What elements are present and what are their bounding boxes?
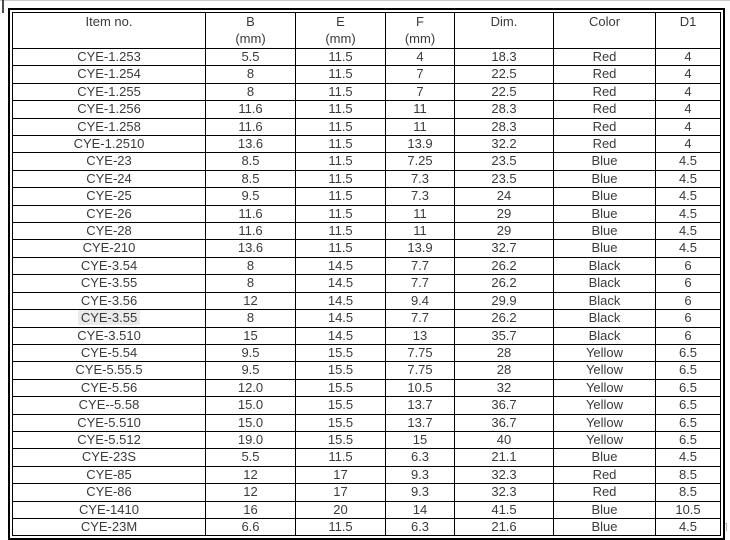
table-cell: 28.3 [455,118,554,135]
table-cell: 11.5 [296,518,386,535]
column-label: Dim. [490,14,518,29]
table-cell: 15.5 [296,344,386,361]
table-cell: 15.0 [206,397,296,414]
table-cell: CYE-5.510 [13,414,206,431]
table-row [13,49,721,66]
table-cell: 6.5 [656,362,721,379]
table-cell: 12 [206,292,296,309]
table-cell: 32.7 [455,240,554,257]
column-label: D1 [679,14,697,29]
table-cell: Red [554,466,656,483]
table-row [13,205,721,222]
table-cell: 6 [656,310,721,327]
table-cell: CYE-1.254 [13,66,206,83]
table-row [13,484,721,501]
table-cell: 14.5 [296,275,386,292]
table-cell: 11.5 [296,449,386,466]
table-cell: 11.6 [206,223,296,240]
table-cell: Blue [554,205,656,222]
table-row [13,257,721,274]
table-row [13,153,721,170]
column-header-e [296,13,386,49]
table-cell: 12 [206,484,296,501]
table-cell: 6 [656,292,721,309]
column-header-item-no [13,13,206,49]
table-cell: 4.5 [656,170,721,187]
table-row [13,414,721,431]
table-cell: 11.5 [296,83,386,100]
table-cell: CYE-1.256 [13,101,206,118]
table-cell: 22.5 [455,83,554,100]
column-header-d1 [656,13,721,49]
table-cell [13,310,206,327]
table-cell: CYE-3.56 [13,292,206,309]
table-cell: 11.6 [206,205,296,222]
table-cell: 7.75 [386,344,455,361]
table-cell: 4.5 [656,240,721,257]
table-cell: 4 [656,101,721,118]
table-cell: 4 [386,49,455,66]
table-body [13,49,721,536]
table-cell: Red [554,49,656,66]
table-cell: 29 [455,205,554,222]
column-sublabel: (mm) [325,31,356,46]
table-cell: CYE-23S [13,449,206,466]
table-cell: 7.7 [386,257,455,274]
table-cell: CYE-1410 [13,501,206,518]
table-cell: 11.5 [296,136,386,153]
table-cell: 4.5 [656,518,721,535]
table-header [13,13,721,49]
table-row [13,518,721,535]
table-cell: CYE-3.54 [13,257,206,274]
table-row [13,397,721,414]
table-cell: CYE-3.510 [13,327,206,344]
table-cell: Yellow [554,344,656,361]
table-cell: 36.7 [455,414,554,431]
table-row [13,449,721,466]
table-cell: 13.7 [386,414,455,431]
table-row [13,362,721,379]
table-cell: 11.5 [296,153,386,170]
table-cell: 15 [206,327,296,344]
column-header-dim [455,13,554,49]
table-cell: Red [554,136,656,153]
table-cell: 8 [206,257,296,274]
table-cell: 10.5 [386,379,455,396]
table-cell: Red [554,118,656,135]
table-cell: Blue [554,449,656,466]
table-cell: 10.5 [656,501,721,518]
table-cell: 11.5 [296,49,386,66]
table-cell: 11.6 [206,101,296,118]
table-cell: 11 [386,118,455,135]
table-row [13,310,721,327]
table-cell: 16 [206,501,296,518]
table-cell: 13 [386,327,455,344]
table-cell: 23.5 [455,170,554,187]
column-header-color [554,13,656,49]
table-cell: 6.3 [386,518,455,535]
table-cell: 14.5 [296,257,386,274]
table-cell: 8 [206,83,296,100]
table-cell: CYE-5.512 [13,431,206,448]
table-cell: 7.3 [386,188,455,205]
table-cell: 15.5 [296,397,386,414]
table-cell: 32.2 [455,136,554,153]
table-cell: 6.6 [206,518,296,535]
table-cell: 4 [656,118,721,135]
table-cell: 35.7 [455,327,554,344]
table-cell: CYE-86 [13,484,206,501]
table-cell: Red [554,66,656,83]
table-cell: Yellow [554,397,656,414]
table-cell: Blue [554,170,656,187]
table-cell: 4.5 [656,153,721,170]
table-cell: 11.5 [296,240,386,257]
table-cell: CYE-23 [13,153,206,170]
table-cell: 4 [656,136,721,153]
table-cell: 6.5 [656,344,721,361]
table-cell: 14.5 [296,292,386,309]
table-cell: 15 [386,431,455,448]
table-row [13,170,721,187]
column-label: E [336,14,345,29]
table-cell: 41.5 [455,501,554,518]
table-cell: 11 [386,223,455,240]
table-cell: CYE-1.258 [13,118,206,135]
table-cell: 24 [455,188,554,205]
table-row [13,66,721,83]
table-cell: 8 [206,66,296,83]
table-cell: 6.5 [656,431,721,448]
table-cell: 32 [455,379,554,396]
table-cell: 13.9 [386,136,455,153]
table-row [13,118,721,135]
table-cell: 8 [206,275,296,292]
table-cell: 40 [455,431,554,448]
table-row [13,136,721,153]
table-cell: Blue [554,518,656,535]
table-cell: Yellow [554,431,656,448]
table-cell: 7.7 [386,310,455,327]
table-cell: 28 [455,344,554,361]
table-cell: Black [554,275,656,292]
table-cell: 6.5 [656,414,721,431]
table-cell: 7.7 [386,275,455,292]
table-cell: CYE--5.58 [13,397,206,414]
column-sublabel [455,31,553,47]
table-row [13,431,721,448]
table-row [13,327,721,344]
table-cell: 11.6 [206,118,296,135]
table-cell: 4 [656,49,721,66]
column-sublabel: (mm) [404,31,436,46]
table-cell: 6.3 [386,449,455,466]
table-cell: Black [554,327,656,344]
table-row [13,240,721,257]
table-row [13,379,721,396]
table-cell: 11.5 [296,170,386,187]
table-cell: 18.3 [455,49,554,66]
table-cell: 9.3 [386,466,455,483]
table-cell: 36.7 [455,397,554,414]
table-cell: 4 [656,66,721,83]
table-cell: 21.6 [455,518,554,535]
table-cell: 8.5 [206,153,296,170]
corner-artifact [2,0,4,13]
table-cell: 4.5 [656,205,721,222]
table-row [13,501,721,518]
table-cell: 17 [296,466,386,483]
table-cell: 5.5 [206,49,296,66]
column-label: B [246,14,255,29]
table-cell: 11.5 [296,188,386,205]
spec-table [12,12,721,536]
table-cell: Red [554,484,656,501]
table-cell: 12.0 [206,379,296,396]
table-cell: 13.6 [206,240,296,257]
table-cell: Black [554,310,656,327]
table-cell: CYE-5.56 [13,379,206,396]
table-cell: 4.5 [656,188,721,205]
table-cell: 7.25 [386,153,455,170]
table-cell: 9.5 [206,362,296,379]
column-sublabel [13,31,205,47]
table-cell: 15.0 [206,414,296,431]
column-sublabel: (mm) [235,31,266,46]
table-cell: 9.5 [206,344,296,361]
table-cell: 15.5 [296,362,386,379]
table-cell: 28.3 [455,101,554,118]
table-cell: 15.5 [296,414,386,431]
table-cell: 11.5 [296,66,386,83]
table-cell: 29.9 [455,292,554,309]
table-cell: CYE-85 [13,466,206,483]
table-cell: 8 [206,310,296,327]
table-row [13,344,721,361]
table-cell: 6 [656,275,721,292]
table-cell: CYE-25 [13,188,206,205]
table-cell: 7 [386,83,455,100]
table-cell: 13.6 [206,136,296,153]
table-cell: 9.4 [386,292,455,309]
table-cell: 11.5 [296,205,386,222]
table-cell: 29 [455,223,554,240]
table-cell: 21.1 [455,449,554,466]
screen-edge-line [0,0,730,1]
table-cell: CYE-3.55 [13,275,206,292]
table-row [13,83,721,100]
table-cell: 6 [656,327,721,344]
table-cell: 15.5 [296,379,386,396]
table-cell: 7 [386,66,455,83]
table-cell: 4.5 [656,223,721,240]
highlighted-text: CYE-3.55 [78,310,140,325]
table-cell: 11.5 [296,101,386,118]
table-cell: 22.5 [455,66,554,83]
table-cell: Red [554,83,656,100]
table-cell: CYE-1.255 [13,83,206,100]
table-cell: 23.5 [455,153,554,170]
column-label: Color [588,14,621,29]
table-cell: CYE-26 [13,205,206,222]
table-row [13,188,721,205]
column-sublabel [656,31,720,47]
table-cell: 6.5 [656,397,721,414]
header-row [13,13,721,49]
table-cell: 9.3 [386,484,455,501]
table-cell: 4 [656,83,721,100]
table-cell: Blue [554,501,656,518]
table-cell: Blue [554,223,656,240]
table-cell: 7.3 [386,170,455,187]
table-cell: 19.0 [206,431,296,448]
table-cell: CYE-210 [13,240,206,257]
table-row [13,466,721,483]
table-cell: 8.5 [206,170,296,187]
column-sublabel [554,31,655,47]
table-cell: Blue [554,240,656,257]
table-cell: CYE-5.55.5 [13,362,206,379]
table-cell: CYE-24 [13,170,206,187]
table-cell: CYE-1.2510 [13,136,206,153]
table-cell: CYE-23M [13,518,206,535]
table-cell: Yellow [554,362,656,379]
table-cell: 17 [296,484,386,501]
table-cell: Yellow [554,379,656,396]
table-cell: 4.5 [656,449,721,466]
table-cell: CYE-1.253 [13,49,206,66]
table-row [13,292,721,309]
column-label: Item no. [85,14,133,29]
table-cell: Blue [554,153,656,170]
table-cell: 26.2 [455,310,554,327]
table-cell: 26.2 [455,275,554,292]
table-cell: 14.5 [296,327,386,344]
table-cell: 7.75 [386,362,455,379]
table-cell: 8.5 [656,466,721,483]
table-cell: 14 [386,501,455,518]
table-cell: 9.5 [206,188,296,205]
table-cell: Yellow [554,414,656,431]
table-cell: 11 [386,205,455,222]
table-cell: 6 [656,257,721,274]
table-cell: 11.5 [296,118,386,135]
table-cell: 32.3 [455,466,554,483]
table-cell: Red [554,101,656,118]
table-cell: 28 [455,362,554,379]
table-cell: Black [554,292,656,309]
table-cell: 20 [296,501,386,518]
column-header-b [206,13,296,49]
table-cell: 13.7 [386,397,455,414]
column-label: F [416,14,424,29]
table-cell: 11.5 [296,223,386,240]
table-cell: 14.5 [296,310,386,327]
table-row [13,275,721,292]
table-cell: 8.5 [656,484,721,501]
table-cell: CYE-5.54 [13,344,206,361]
table-cell: CYE-28 [13,223,206,240]
table-cell: 26.2 [455,257,554,274]
table-row [13,101,721,118]
table-cell: 12 [206,466,296,483]
table-cell: 5.5 [206,449,296,466]
table-cell: 13.9 [386,240,455,257]
table-cell: 6.5 [656,379,721,396]
table-cell: Blue [554,188,656,205]
table-cell: 15.5 [296,431,386,448]
spec-table-container [8,8,725,540]
table-cell: Black [554,257,656,274]
table-cell: 11 [386,101,455,118]
table-cell: 32.3 [455,484,554,501]
column-header-f [386,13,455,49]
table-row [13,223,721,240]
